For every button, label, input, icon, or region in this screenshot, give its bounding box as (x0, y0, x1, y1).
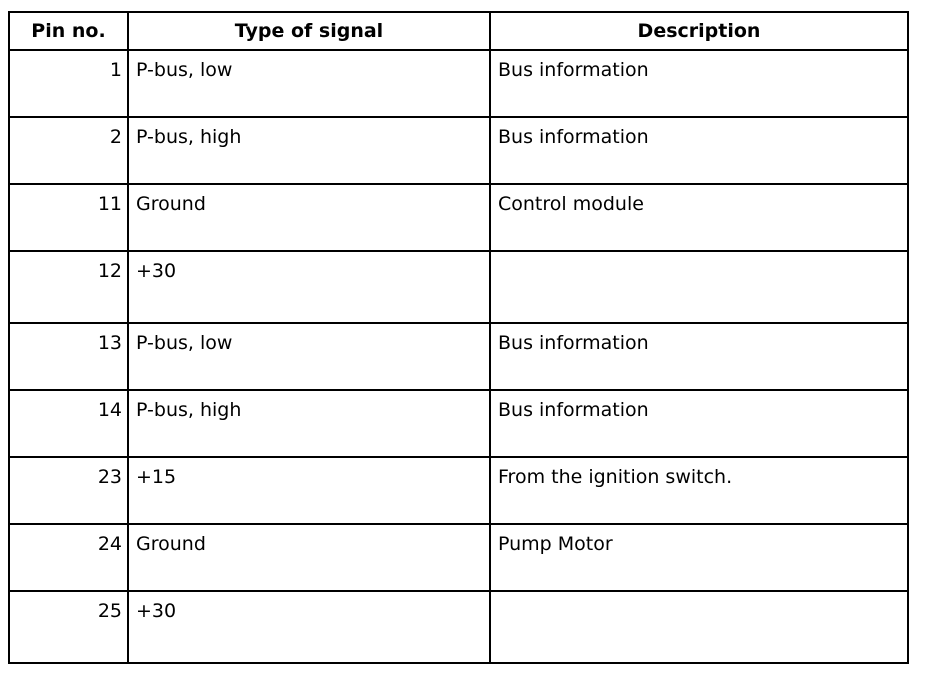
signal-type-cell: +30 (128, 591, 490, 663)
header-type-of-signal: Type of signal (128, 12, 490, 50)
table-row (9, 591, 908, 663)
signal-type-cell: Ground (128, 184, 490, 251)
description-cell (490, 591, 908, 663)
signal-type-cell: P-bus, high (128, 390, 490, 457)
pin-number-cell: 14 (9, 390, 128, 457)
description-cell (490, 251, 908, 323)
table-row (9, 323, 908, 390)
pin-number-cell: 13 (9, 323, 128, 390)
signal-type-cell: +15 (128, 457, 490, 524)
table-row (9, 457, 908, 524)
pin-number-cell: 11 (9, 184, 128, 251)
description-cell: From the ignition switch. (490, 457, 908, 524)
description-cell: Bus information (490, 323, 908, 390)
description-cell: Bus information (490, 50, 908, 117)
signal-type-cell: P-bus, low (128, 50, 490, 117)
table-header-row (9, 12, 908, 50)
table-row (9, 184, 908, 251)
table-row (9, 524, 908, 591)
description-cell: Bus information (490, 117, 908, 184)
header-description: Description (490, 12, 908, 50)
signal-type-cell: P-bus, low (128, 323, 490, 390)
description-cell: Pump Motor (490, 524, 908, 591)
signal-type-cell: +30 (128, 251, 490, 323)
signal-type-cell: P-bus, high (128, 117, 490, 184)
table-row (9, 117, 908, 184)
table-row (9, 50, 908, 117)
table-row (9, 390, 908, 457)
pin-number-cell: 12 (9, 251, 128, 323)
pin-assignment-table (8, 11, 909, 664)
description-cell: Control module (490, 184, 908, 251)
pin-number-cell: 25 (9, 591, 128, 663)
table-row (9, 251, 908, 323)
pin-number-cell: 1 (9, 50, 128, 117)
pin-number-cell: 24 (9, 524, 128, 591)
pin-number-cell: 2 (9, 117, 128, 184)
pin-number-cell: 23 (9, 457, 128, 524)
header-pin-no: Pin no. (9, 12, 128, 50)
signal-type-cell: Ground (128, 524, 490, 591)
description-cell: Bus information (490, 390, 908, 457)
